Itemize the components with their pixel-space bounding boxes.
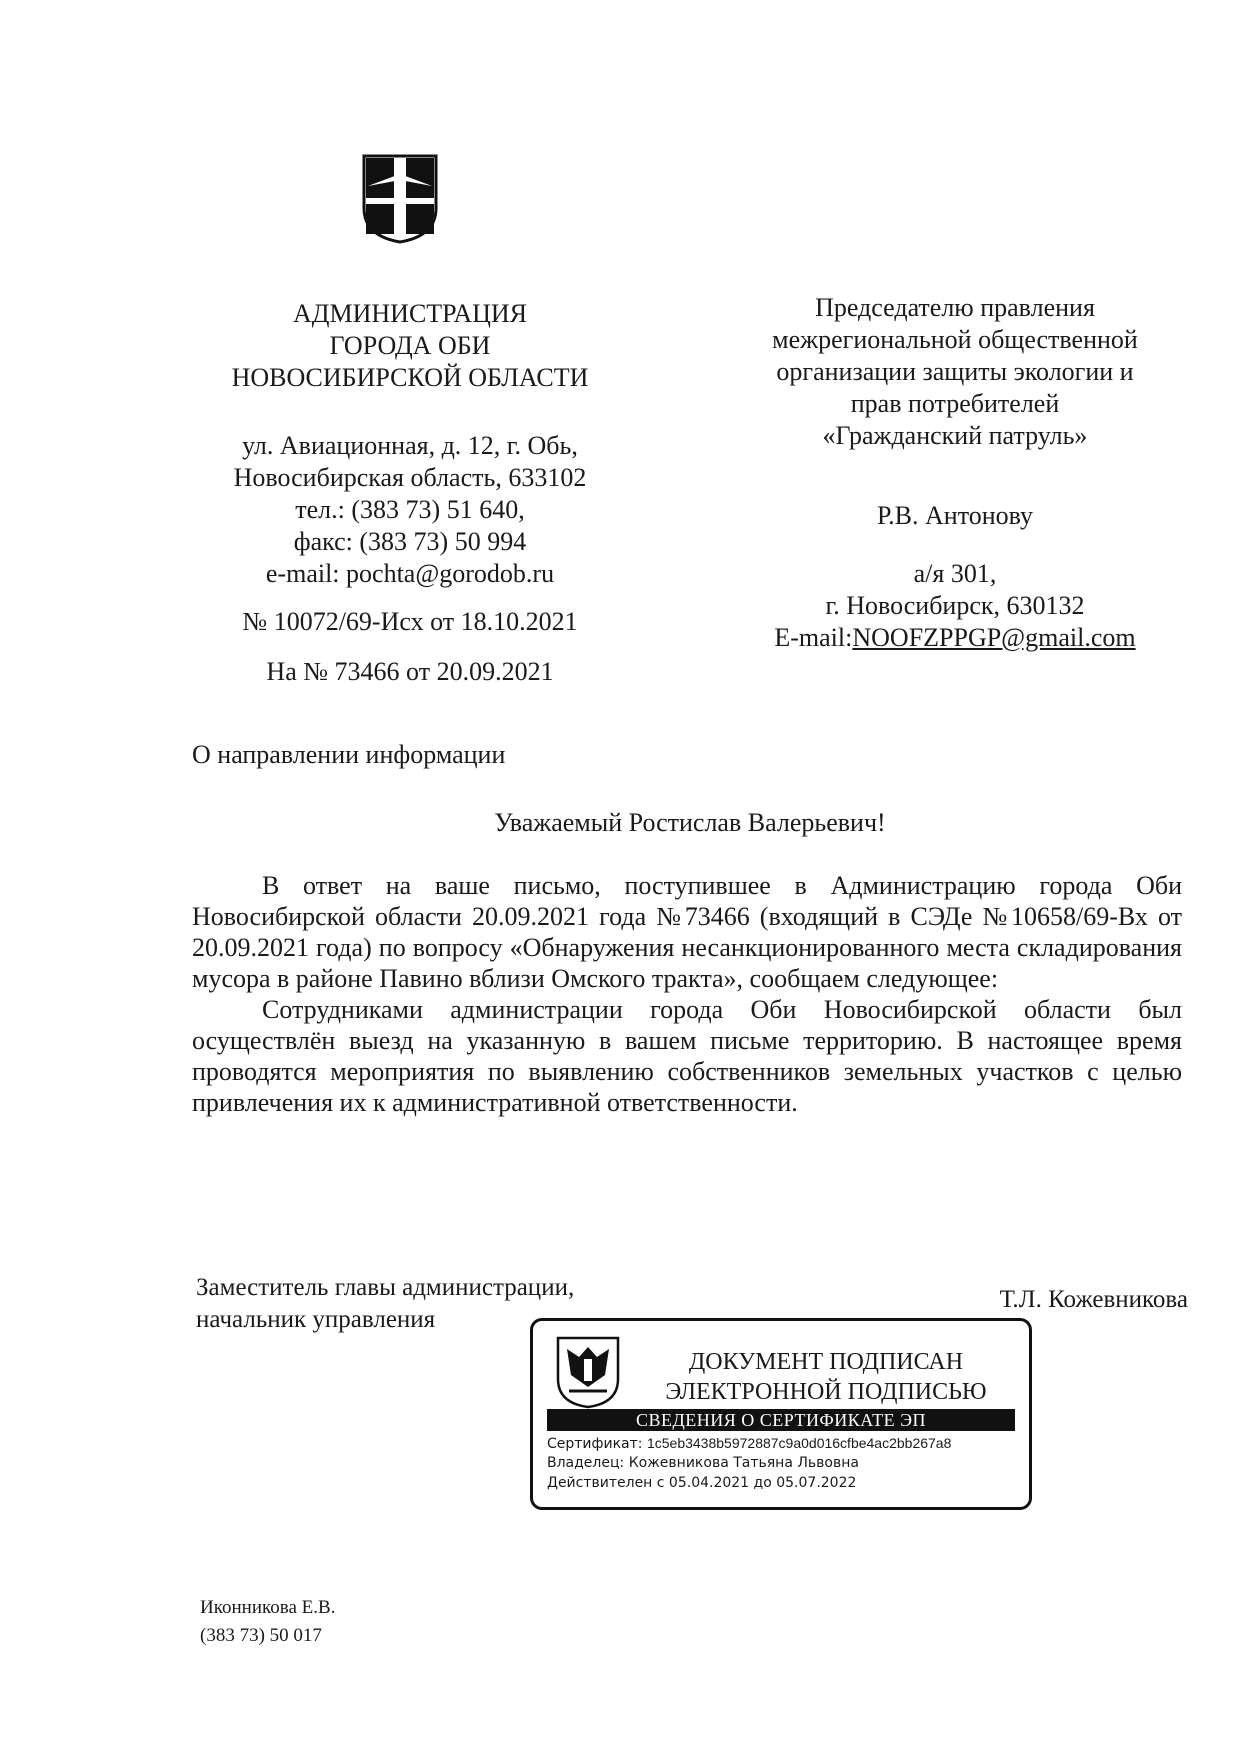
executor-name: Иконникова Е.В. xyxy=(200,1597,336,1618)
signatory-position-line: Заместитель главы администрации, xyxy=(196,1274,575,1301)
stamp-cert-header: СВЕДЕНИЯ О СЕРТИФИКАТЕ ЭП xyxy=(547,1409,1015,1431)
sender-address-line: Новосибирская область, 633102 xyxy=(233,463,587,492)
sender-phone: тел.: (383 73) 51 640, xyxy=(295,495,525,524)
stamp-certificate-value: 1c5eb3438b5972887c9a0d016cfbe4ac2bb267a8 xyxy=(646,1435,952,1451)
city-coat-of-arms xyxy=(360,152,440,244)
stamp-owner xyxy=(547,1455,859,1471)
recipient-email-link[interactable]: NOOFZPPGP@gmail.com xyxy=(852,623,1136,652)
stamp-validity: Действителен с 05.04.2021 до 05.07.2022 xyxy=(547,1475,857,1491)
recipient-title-line: «Гражданский патруль» xyxy=(822,421,1088,450)
recipient-address xyxy=(745,558,1165,654)
letter-body xyxy=(192,870,1182,1118)
recipient-title-line: прав потребителей xyxy=(850,389,1060,418)
recipient-email-label: E-mail: xyxy=(774,623,853,652)
stamp-owner-value: Кожевникова Татьяна Львовна xyxy=(628,1455,859,1471)
stamp-title-line: ЭЛЕКТРОННОЙ ПОДПИСЬЮ xyxy=(665,1379,987,1405)
electronic-signature-stamp xyxy=(530,1318,1032,1510)
sender-org-line: НОВОСИБИРСКОЙ ОБЛАСТИ xyxy=(231,363,589,392)
incoming-reference: На № 73466 от 20.09.2021 xyxy=(266,657,554,686)
letter-greeting: Уважаемый Ростислав Валерьевич! xyxy=(494,808,886,837)
sender-org-line: ГОРОДА ОБИ xyxy=(329,331,491,360)
recipient-title-line: межрегиональной общественной xyxy=(772,325,1138,354)
sender-address xyxy=(190,430,630,590)
signatory-position xyxy=(196,1272,574,1336)
letter-subject: О направлении информации xyxy=(192,740,506,769)
signatory-position-line: начальник управления xyxy=(196,1306,436,1333)
sender-block xyxy=(190,298,630,688)
stamp-title-line: ДОКУМЕНТ ПОДПИСАН xyxy=(688,1349,964,1375)
stamp-owner-label: Владелец: xyxy=(547,1455,625,1471)
recipient-block xyxy=(745,292,1165,654)
stamp-certificate xyxy=(547,1435,951,1452)
recipient-title-line: Председателю правления xyxy=(815,293,1095,322)
recipient-address-line: а/я 301, xyxy=(913,559,997,588)
sender-address-line: ул. Авиационная, д. 12, г. Обь, xyxy=(242,431,578,460)
recipient-address-line: г. Новосибирск, 630132 xyxy=(825,591,1085,620)
stamp-certificate-label: Сертификат: xyxy=(547,1436,643,1452)
recipient-email-line xyxy=(745,622,1165,654)
sender-fax: факс: (383 73) 50 994 xyxy=(293,527,527,556)
outgoing-number: № 10072/69-Исх от 18.10.2021 xyxy=(242,607,578,636)
stamp-title xyxy=(641,1347,1011,1407)
recipient-title-line: организации защиты экологии и xyxy=(776,357,1134,386)
sender-email: e-mail: pochta@gorodob.ru xyxy=(265,559,555,588)
signatory-name: Т.Л. Кожевникова xyxy=(999,1286,1188,1313)
executor-phone: (383 73) 50 017 xyxy=(200,1625,322,1646)
body-paragraph: Сотрудниками администрации города Оби Новосибирской области был осуществлён выезд на указанную в вашем письме территорию. В настоящее время проводятся мероприятия по выявлению собственников земельных участков с целью привлечения их к административной ответственности. xyxy=(192,995,1182,1117)
sender-org-line: АДМИНИСТРАЦИЯ xyxy=(293,299,527,328)
recipient-name: Р.В. Антонову xyxy=(876,501,1034,530)
region-emblem-icon xyxy=(555,1335,621,1409)
body-paragraph: В ответ на ваше письмо, поступившее в Администрацию города Оби Новосибирской области 20.09.2021 года №73466 (входящий в СЭДе №10658/69-Вх от 20.09.2021 года) по вопросу «Обнаружения несанкционированного места складирования мусора в районе Павино вблизи Омского тракта», сообщаем следующее: xyxy=(192,871,1182,993)
executor-block xyxy=(200,1594,335,1650)
